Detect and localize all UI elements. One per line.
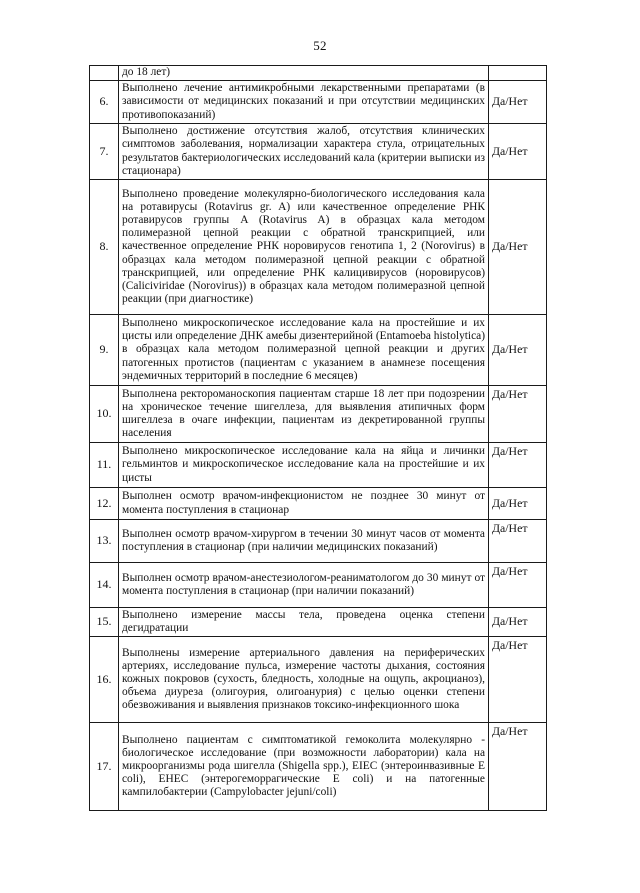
table-row xyxy=(90,443,547,488)
criterion-text: Выполнено пациентам с симптоматикой гемоколита молекулярно - биологическое исследование (при возможности лаборатории) кала на микроорганизмы рода шигелла (Shigella spp.), EIEC (энтероинвазивные E coli), EHEC (энтерогеморрагические E coli) и на патогенные кампилобактерии (Campylobacter jejuni/coli) xyxy=(119,723,489,811)
table-row xyxy=(90,488,547,520)
table-row xyxy=(90,124,547,180)
answer-cell: Да/Нет xyxy=(489,637,547,723)
row-number: 17. xyxy=(90,723,119,811)
criterion-text: Выполнено проведение молекулярно-биологического исследования кала на ротавирусы (Rotavirus gr. A) или качественное определение РНК ротавирусов группы A (Rotavirus A) в образцах кала методом полимеразной цепной реакции с обратной транскрипцией, или качественное определение РНК норовирусов генотипа 1, 2 (Norovirus) в образцах кала методом полимеразной цепной реакции с обратной транскрипцией, или определение РНК калицивирусов (норовирусов) (Caliciviridae (Norovirus)) в образцах кала методом полимеразной цепной реакции (при диагностике) xyxy=(119,180,489,315)
answer-cell: Да/Нет xyxy=(489,124,547,180)
row-number: 12. xyxy=(90,488,119,520)
row-number: 9. xyxy=(90,315,119,386)
table-row xyxy=(90,180,547,315)
row-number: 11. xyxy=(90,443,119,488)
table-row xyxy=(90,66,547,81)
answer-cell: Да/Нет xyxy=(489,520,547,563)
answer-cell: Да/Нет xyxy=(489,488,547,520)
answer-cell: Да/Нет xyxy=(489,563,547,608)
criterion-text: Выполнен осмотр врачом-инфекционистом не позднее 30 минут от момента поступления в стационар xyxy=(119,488,489,520)
table-row xyxy=(90,520,547,563)
row-number xyxy=(90,66,119,81)
quality-criteria-table xyxy=(89,65,547,811)
table-row xyxy=(90,315,547,386)
criterion-text: Выполнено микроскопическое исследование кала на простейшие и их цисты или определение ДНК амебы дизентерийной (Entamoeba histolytica) в образцах кала методом полимеразной цепной реакции и других патогенных протистов (пациентам с указанием в анамнезе посещения эндемичных территорий в последние 6 месяцев) xyxy=(119,315,489,386)
table-row xyxy=(90,723,547,811)
table-row xyxy=(90,608,547,637)
criterion-text: Выполнена ректороманоскопия пациентам старше 18 лет при подозрении на хроническое течение шигеллеза, для выявления атипичных форм шигеллеза в очаге инфекции, пациентам из декретированной группы населения xyxy=(119,386,489,443)
criterion-text: Выполнен осмотр врачом-хирургом в течении 30 минут часов от момента поступления в стационар (при наличии медицинских показаний) xyxy=(119,520,489,563)
row-number: 8. xyxy=(90,180,119,315)
criterion-text: Выполнен осмотр врачом-анестезиологом-реаниматологом до 30 минут от момента поступления в стационар (при наличии показаний) xyxy=(119,563,489,608)
criterion-text: Выполнено лечение антимикробными лекарственными препаратами (в зависимости от медицинских показаний и при отсутствии медицинских противопоказаний) xyxy=(119,81,489,124)
row-number: 13. xyxy=(90,520,119,563)
criterion-text: Выполнено микроскопическое исследование кала на яйца и личинки гельминтов и микроскопическое исследование кала на простейшие и их цисты xyxy=(119,443,489,488)
row-number: 7. xyxy=(90,124,119,180)
row-number: 14. xyxy=(90,563,119,608)
row-number: 15. xyxy=(90,608,119,637)
answer-cell: Да/Нет xyxy=(489,386,547,443)
answer-cell: Да/Нет xyxy=(489,315,547,386)
answer-cell: Да/Нет xyxy=(489,608,547,637)
row-number: 16. xyxy=(90,637,119,723)
criterion-text: до 18 лет) xyxy=(119,66,489,81)
table-row xyxy=(90,563,547,608)
row-number: 10. xyxy=(90,386,119,443)
page-number: 52 xyxy=(313,38,327,53)
answer-cell xyxy=(489,66,547,81)
answer-cell: Да/Нет xyxy=(489,723,547,811)
table-row xyxy=(90,386,547,443)
criterion-text: Выполнено достижение отсутствия жалоб, отсутствия клинических симптомов заболевания, нормализации характера стула, отрицательных результатов бактериологических исследований кала (критерии выписки из стационара) xyxy=(119,124,489,180)
table-row xyxy=(90,637,547,723)
table-row xyxy=(90,81,547,124)
answer-cell: Да/Нет xyxy=(489,443,547,488)
criterion-text: Выполнены измерение артериального давления на периферических артериях, исследование пульса, измерение частоты дыхания, состояния кожных покровов (сухость, бледность, холодные на ощупь, акроцианоз), объема диуреза (олигоурия, олигоанурия) с целью оценки степени обезвоживания и выявления признаков токсико-инфекционного шока xyxy=(119,637,489,723)
criterion-text: Выполнено измерение массы тела, проведена оценка степени дегидратации xyxy=(119,608,489,637)
row-number: 6. xyxy=(90,81,119,124)
answer-cell: Да/Нет xyxy=(489,180,547,315)
answer-cell: Да/Нет xyxy=(489,81,547,124)
